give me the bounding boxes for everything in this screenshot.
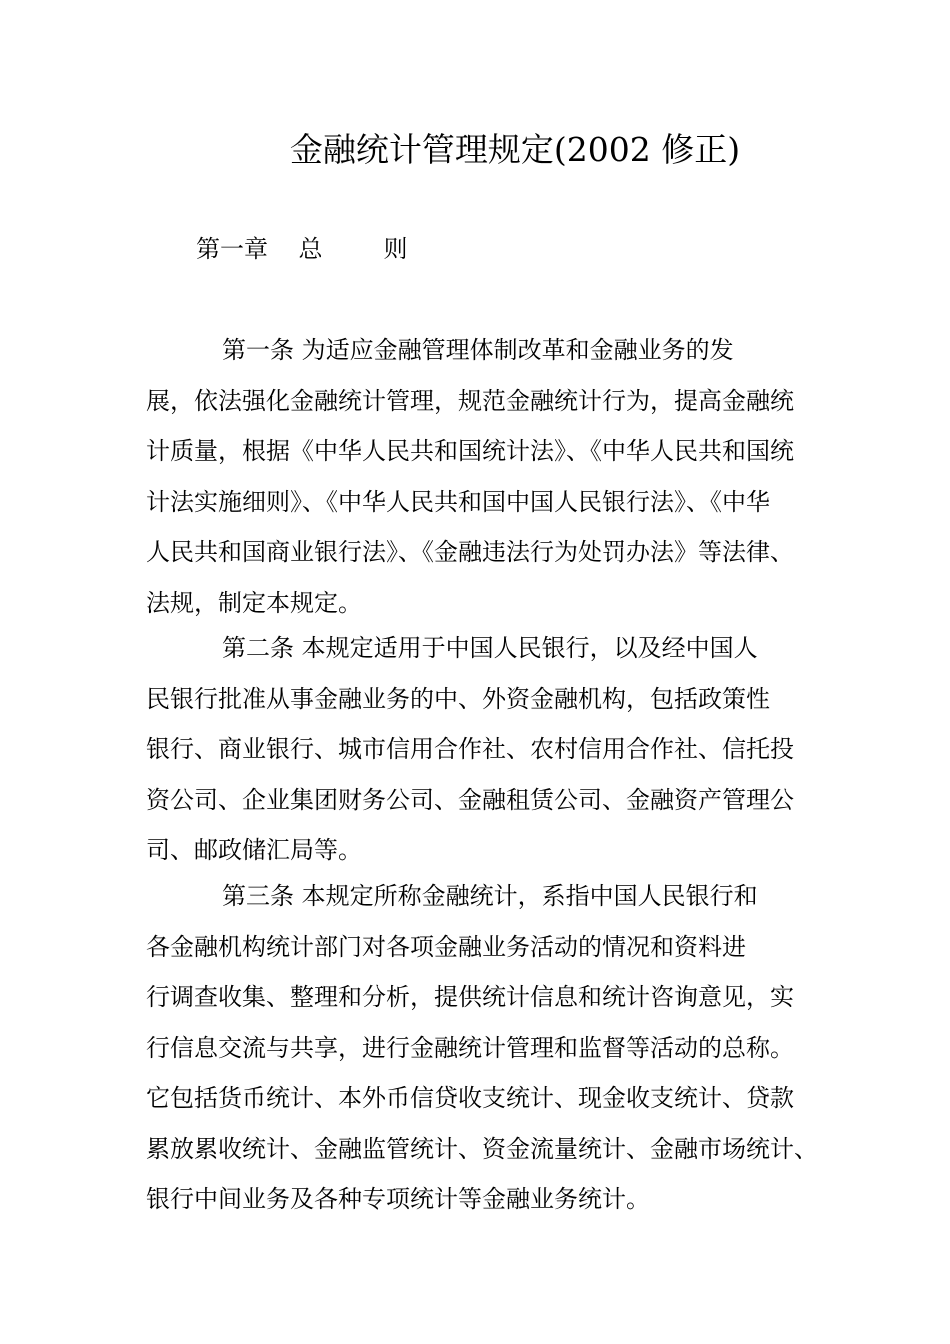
document-title: 金融统计管理规定(2002 修正) <box>289 130 741 169</box>
article-3 <box>146 871 826 1225</box>
article-line: 第三条 本规定所称金融统计，系指中国人民银行和 <box>222 882 758 910</box>
article-line: 计法实施细则》、《中华人民共和国中国人民银行法》、《中华 <box>146 487 770 516</box>
article-1 <box>146 325 826 628</box>
article-line: 第二条 本规定适用于中国人民银行，以及经中国人 <box>222 634 758 662</box>
article-line: 司、邮政储汇局等。 <box>146 836 362 864</box>
article-line: 它包括货币统计、本外币信贷收支统计、现金收支统计、贷款 <box>146 1084 794 1112</box>
article-line: 展，依法强化金融统计管理，规范金融统计行为，提高金融统 <box>146 386 794 415</box>
article-line: 第一条 为适应金融管理体制改革和金融业务的发 <box>222 336 734 364</box>
article-line: 民银行批准从事金融业务的中、外资金融机构，包括政策性 <box>146 684 770 713</box>
article-line: 资公司、企业集团财务公司、金融租赁公司、金融资产管理公 <box>146 785 794 814</box>
article-2 <box>146 623 826 876</box>
article-line: 累放累收统计、金融监管统计、资金流量统计、金融市场统计、 <box>146 1134 818 1163</box>
article-line: 法规，制定本规定。 <box>146 588 362 617</box>
article-line: 计质量，根据《中华人民共和国统计法》、《中华人民共和国统 <box>146 437 794 465</box>
chapter-heading: 第一章 总 则 <box>196 235 408 263</box>
article-line: 银行中间业务及各种专项统计等金融业务统计。 <box>146 1185 650 1213</box>
article-line: 银行、商业银行、城市信用合作社、农村信用合作社、信托投 <box>146 735 794 763</box>
article-line: 行信息交流与共享，进行金融统计管理和监督等活动的总称。 <box>146 1033 794 1062</box>
article-line: 各金融机构统计部门对各项金融业务活动的情况和资料进 <box>146 932 746 961</box>
article-line: 行调查收集、整理和分析，提供统计信息和统计咨询意见，实 <box>146 983 794 1011</box>
article-line: 人民共和国商业银行法》、《金融违法行为处罚办法》等法律、 <box>146 538 794 566</box>
